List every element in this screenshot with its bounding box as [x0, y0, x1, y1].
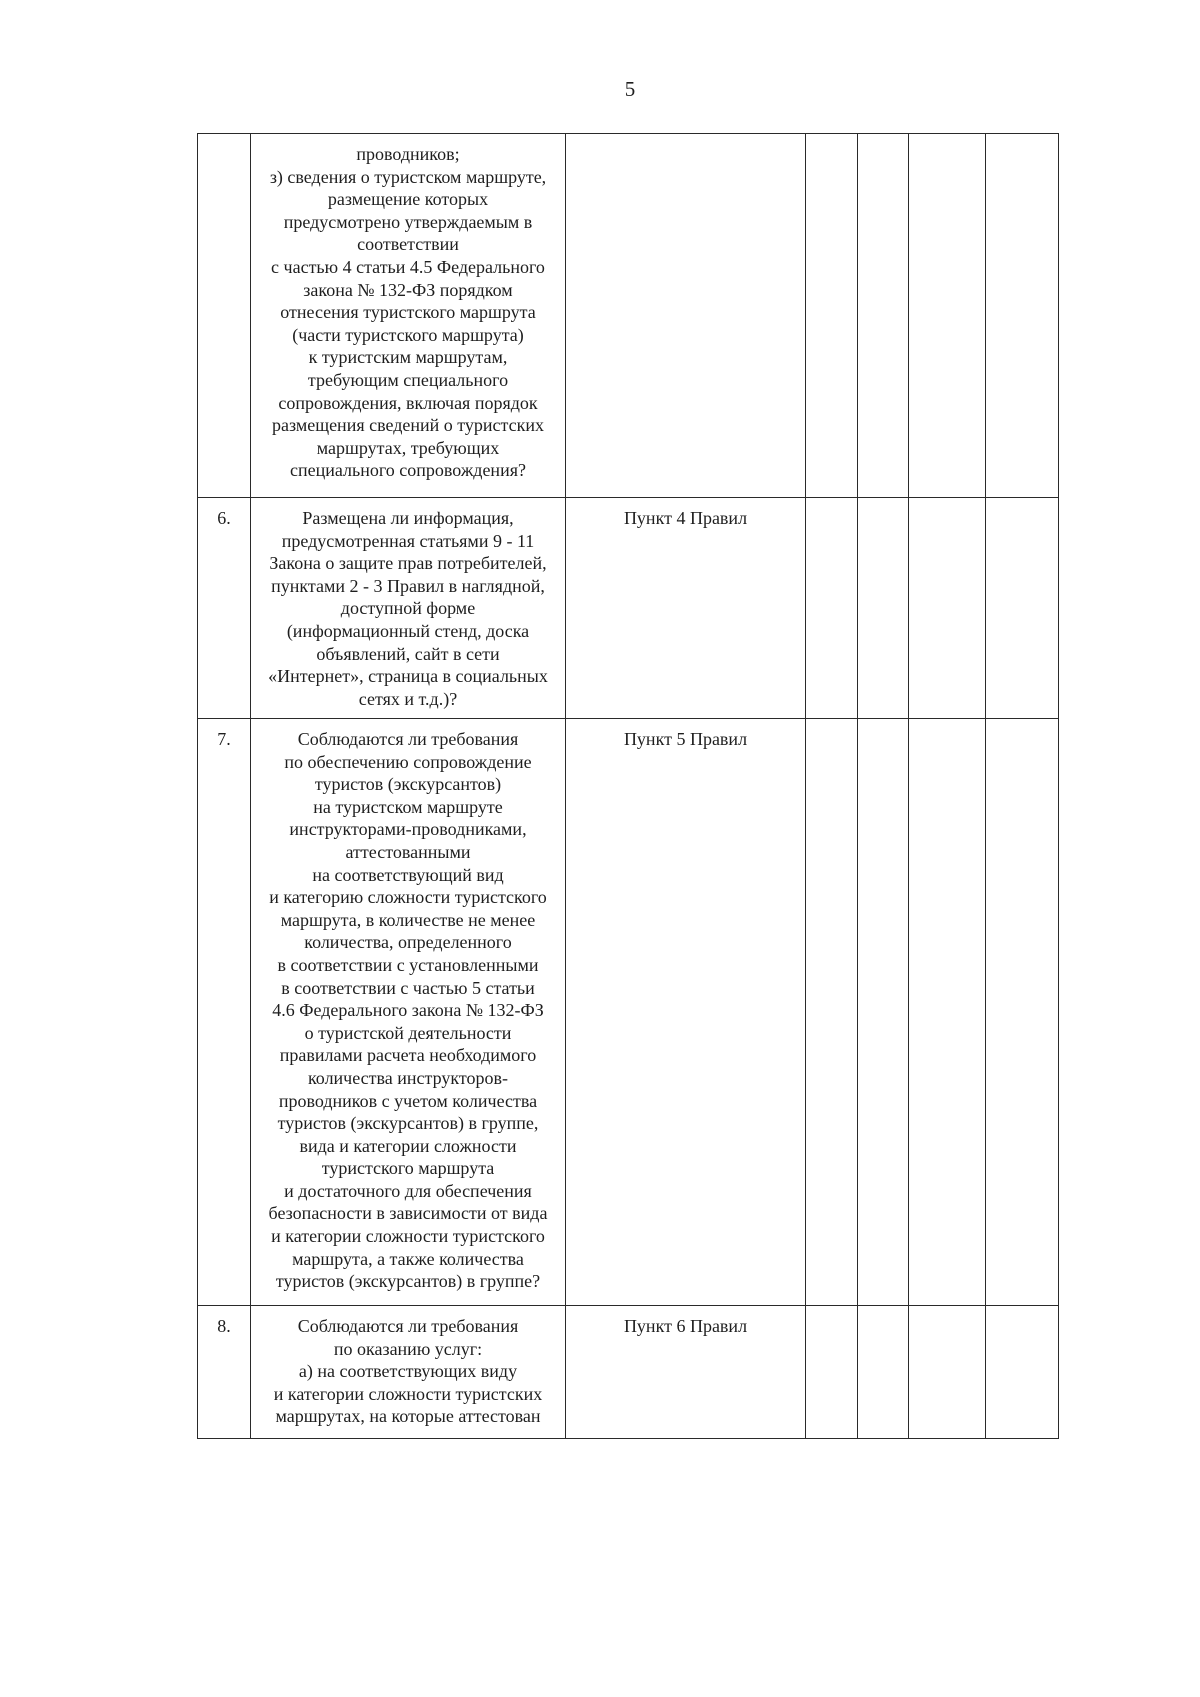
question-line: требующим специального	[307, 369, 509, 390]
question-line: к туристским маршрутам,	[308, 347, 508, 368]
question-cell	[251, 1306, 566, 1439]
table-row	[198, 134, 1059, 498]
table-row	[198, 1306, 1059, 1439]
question-line: объявлений, сайт в сети	[316, 643, 500, 664]
question-line: маршрута, а также количества	[292, 1248, 524, 1269]
row-number-cell: 8.	[198, 1306, 251, 1439]
reference-cell	[566, 134, 806, 498]
question-line: размещения сведений о туристских	[271, 415, 544, 436]
empty-mark-cell	[986, 498, 1059, 719]
question-line: (части туристского маршрута)	[292, 324, 524, 345]
empty-mark-cell	[806, 498, 858, 719]
question-line: Соблюдаются ли требования	[297, 1316, 519, 1336]
question-line: с частью 4 статьи 4.5 Федерального	[271, 256, 545, 277]
question-line: а) на соответствующих виду	[298, 1361, 518, 1382]
empty-mark-cell	[806, 134, 858, 498]
question-line: правилами расчета необходимого	[279, 1045, 537, 1066]
empty-mark-cell	[858, 498, 909, 719]
empty-mark-cell	[858, 719, 909, 1306]
empty-mark-cell	[806, 1306, 858, 1439]
row-number-cell: 6.	[198, 498, 251, 719]
empty-mark-cell	[909, 1306, 986, 1439]
checklist-table-body	[198, 134, 1059, 1439]
question-line: и достаточного для обеспечения	[284, 1180, 532, 1201]
question-line: (информационный стенд, доска	[286, 620, 530, 641]
question-line: в соответствии с установленными	[277, 954, 539, 975]
question-line: в соответствии с частью 5 статьи	[281, 977, 535, 998]
question-line: доступной форме	[340, 598, 476, 619]
empty-mark-cell	[986, 719, 1059, 1306]
reference-cell: Пункт 4 Правил	[566, 498, 806, 719]
question-line: вида и категории сложности	[299, 1135, 517, 1156]
question-line: количества, определенного	[304, 932, 512, 953]
question-line: Размещена ли информация,	[302, 508, 514, 528]
empty-mark-cell	[909, 719, 986, 1306]
question-line: и категории сложности туристского	[271, 1226, 545, 1247]
question-line: «Интернет», страница в социальных	[268, 666, 548, 687]
question-line: з) сведения о туристском маршруте,	[269, 166, 547, 187]
empty-mark-cell	[858, 134, 909, 498]
question-line: аттестованными	[345, 841, 471, 862]
question-line: по оказанию услуг:	[333, 1338, 483, 1359]
question-line: маршрутах, на которые аттестован	[275, 1406, 541, 1427]
question-line: отнесения туристского маршрута	[280, 302, 536, 323]
empty-mark-cell	[986, 1306, 1059, 1439]
question-line: сопровождения, включая порядок	[278, 392, 538, 413]
question-line: безопасности в зависимости от вида	[268, 1203, 548, 1224]
question-line: пунктами 2 - 3 Правил в наглядной,	[271, 575, 545, 596]
reference-cell: Пункт 5 Правил	[566, 719, 806, 1306]
question-line: на туристском маршруте	[313, 796, 503, 817]
question-line: соответствии	[357, 234, 459, 255]
question-line: сетях и т.д.)?	[358, 688, 458, 709]
question-line: туристов (экскурсантов) в группе,	[277, 1113, 539, 1134]
empty-mark-cell	[909, 134, 986, 498]
empty-mark-cell	[986, 134, 1059, 498]
question-line: маршрута, в количестве не менее	[280, 909, 536, 930]
question-line: и категорию сложности туристского	[269, 887, 547, 908]
table-row	[198, 498, 1059, 719]
question-line: 4.6 Федерального закона № 132-ФЗ	[272, 1000, 544, 1021]
page-number: 5	[624, 77, 636, 101]
question-line: на соответствующий вид	[312, 864, 504, 885]
question-line: по обеспечению сопровождение	[284, 751, 532, 772]
question-line: размещение которых	[327, 189, 489, 210]
question-cell	[251, 719, 566, 1306]
question-line: специального сопровождения?	[290, 460, 526, 481]
question-cell	[251, 134, 566, 498]
question-line: предусмотрено утверждаемым в	[283, 211, 533, 232]
question-line: туристского маршрута	[321, 1158, 495, 1179]
question-line: предусмотренная статьями 9 - 11	[281, 530, 535, 551]
question-line: проводников;	[356, 144, 460, 164]
row-number-cell: 7.	[198, 719, 251, 1306]
question-line: Соблюдаются ли требования	[297, 729, 519, 749]
question-line: маршрутах, требующих	[316, 437, 500, 458]
question-line: туристов (экскурсантов) в группе?	[275, 1271, 541, 1292]
question-line: Закона о защите прав потребителей,	[269, 553, 547, 574]
checklist-table	[197, 133, 1059, 1439]
question-line: и категории сложности туристских	[273, 1383, 543, 1404]
question-cell	[251, 498, 566, 719]
question-line: туристов (экскурсантов)	[314, 774, 502, 795]
question-line: количества инструкторов-	[307, 1067, 509, 1088]
reference-cell: Пункт 6 Правил	[566, 1306, 806, 1439]
empty-mark-cell	[806, 719, 858, 1306]
question-line: закона № 132-ФЗ порядком	[303, 279, 513, 300]
table-row	[198, 719, 1059, 1306]
question-line: о туристской деятельности	[304, 1022, 512, 1043]
row-number-cell	[198, 134, 251, 498]
question-line: проводников с учетом количества	[278, 1090, 538, 1111]
empty-mark-cell	[909, 498, 986, 719]
empty-mark-cell	[858, 1306, 909, 1439]
question-line: инструкторами-проводниками,	[289, 819, 527, 840]
